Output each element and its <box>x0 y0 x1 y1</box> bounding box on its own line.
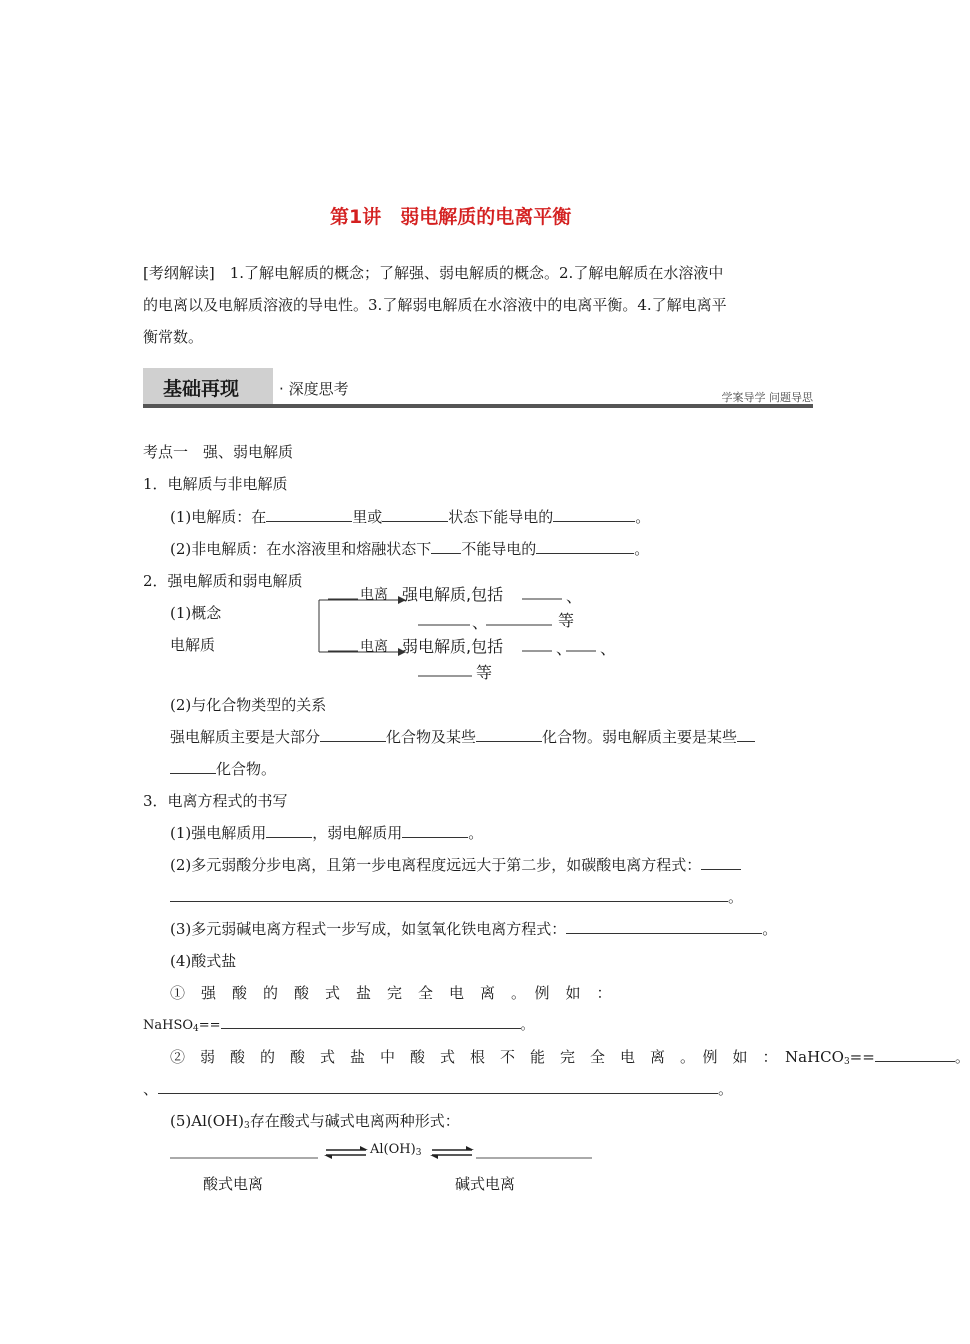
eq-arrow-head <box>466 1146 474 1150</box>
text: 。 <box>468 824 484 842</box>
acid-ionization-label: 酸式电离 <box>203 1175 264 1193</box>
blank[interactable] <box>536 539 634 554</box>
eq-arrow-head <box>430 1155 438 1159</box>
section-banner <box>143 368 813 408</box>
eq-line-4b2 <box>143 1078 733 1100</box>
blank[interactable] <box>701 855 741 870</box>
blank[interactable] <box>320 727 386 742</box>
aloh3-center <box>370 1142 421 1158</box>
text: 。 <box>762 920 778 938</box>
banner-main-text: 基础再现 <box>163 378 240 400</box>
banner-right-text: 学案导学 问题导思 <box>721 391 813 404</box>
blank[interactable] <box>875 1047 955 1062</box>
eq-line-4a2 <box>143 1014 534 1040</box>
diagram-deng-weak: 等 <box>476 663 493 682</box>
blank[interactable] <box>158 1079 718 1094</box>
banner-dot: · <box>279 380 284 398</box>
blank[interactable] <box>553 507 635 522</box>
text: (3)多元弱碱电离方程式一步写成，如氢氧化铁电离方程式： <box>170 920 567 938</box>
eq-arrow-head <box>360 1146 368 1150</box>
eq-line-5 <box>170 1110 460 1137</box>
line-electrolyte-def <box>170 506 650 528</box>
diagram-weak-text: 弱电解质,包括 <box>402 637 504 656</box>
blank[interactable] <box>431 539 461 554</box>
text: 状态下能导电的 <box>448 508 554 526</box>
eq-line-3 <box>170 918 777 940</box>
banner-sub-label: 深度思考 <box>288 380 349 398</box>
text: 化合物。弱电解质主要是某些 <box>542 728 738 746</box>
text: ，弱电解质用 <box>312 824 403 842</box>
text: 强电解质主要是大部分 <box>170 728 321 746</box>
blank[interactable] <box>566 919 762 934</box>
blank[interactable] <box>476 727 542 742</box>
line-nonelectrolyte-def <box>170 538 649 560</box>
text: 。 <box>954 1048 970 1066</box>
text: (1)电解质：在 <box>170 508 267 526</box>
blank[interactable] <box>402 823 468 838</box>
eq-line-1 <box>170 822 483 844</box>
text: 。 <box>635 508 651 526</box>
intro-line-3: 衡常数。 <box>143 328 204 346</box>
base-ionization-label: 碱式电离 <box>455 1175 516 1193</box>
blank[interactable] <box>737 727 755 742</box>
diagram-sep: 、 <box>556 639 573 658</box>
eq-line-4a: ① 强 酸 的 酸 式 盐 完 全 电 离 。 例 如 ： <box>170 984 613 1002</box>
banner-rule <box>143 404 813 408</box>
text: 不能导电的 <box>461 540 537 558</box>
text: ② 弱 酸 的 酸 式 盐 中 酸 式 根 不 能 完 全 电 离 。 例 如 ： NaHCO <box>170 1048 844 1066</box>
text: NaHSO <box>143 1018 194 1033</box>
subscript: 3 <box>243 1121 250 1131</box>
eq-line-2 <box>170 854 741 876</box>
diagram-sep: 、 <box>472 613 489 632</box>
heading-3: 3．电离方程式的书写 <box>143 792 288 810</box>
text: 存在酸式与碱式电离两种形式： <box>249 1112 460 1130</box>
electrolyte-label: 电解质 <box>170 636 216 654</box>
blank[interactable] <box>221 1014 521 1029</box>
text: 。 <box>718 1080 734 1098</box>
blank[interactable] <box>382 507 448 522</box>
blank[interactable] <box>266 823 312 838</box>
intro-line-1: [考纲解读] 1.了解电解质的概念；了解强、弱电解质的概念。2.了解电解质在水溶液中 <box>143 264 724 282</box>
subscript: 4 <box>193 1024 199 1034</box>
text: (2)多元弱酸分步电离，且第一步电离程度远远大于第二步，如碳酸电离方程式： <box>170 856 702 874</box>
blank[interactable] <box>266 507 352 522</box>
relation-line-1 <box>170 726 755 748</box>
eq-line-4b <box>170 1046 970 1073</box>
eq-arrow-head <box>324 1155 332 1159</box>
diagram-sep: 、 <box>600 639 617 658</box>
intro-line-2: 的电离以及电解质溶液的导电性。3.了解弱电解质在水溶液中的电离平衡。4.了解电离平 <box>143 296 727 314</box>
relation-heading: (2)与化合物类型的关系 <box>170 696 327 714</box>
text: (2)非电解质：在水溶液里和熔融状态下 <box>170 540 432 558</box>
blank[interactable] <box>170 887 728 902</box>
banner-sub-text <box>279 378 349 399</box>
text: (1)强电解质用 <box>170 824 267 842</box>
diagram-ionize-weak: 电离 <box>360 639 388 655</box>
text: 化合物。 <box>216 760 277 778</box>
page-title: 第1讲 弱电解质的电离平衡 <box>330 206 572 228</box>
text: 化合物及某些 <box>386 728 477 746</box>
diagram-strong-text: 强电解质,包括 <box>402 585 504 604</box>
subscript: 3 <box>415 1148 422 1158</box>
kaodian-heading: 考点一 强、弱电解质 <box>143 443 294 461</box>
relation-line-2 <box>170 758 276 780</box>
text: 。 <box>634 540 650 558</box>
text: 。 <box>728 888 744 906</box>
heading-2: 2．强电解质和弱电解质 <box>143 572 303 590</box>
blank[interactable] <box>170 759 216 774</box>
text: == <box>849 1048 875 1066</box>
text: Al(OH) <box>370 1142 416 1157</box>
diagram-deng-strong: 等 <box>558 611 575 630</box>
eq-line-4: (4)酸式盐 <box>170 952 237 970</box>
text: 里或 <box>352 508 383 526</box>
concept-label: (1)概念 <box>170 604 222 622</box>
subscript: 3 <box>843 1057 850 1067</box>
text: 、 <box>143 1080 159 1098</box>
text: == <box>198 1018 221 1033</box>
text: 。 <box>520 1018 534 1033</box>
diagram-sep: 、 <box>566 587 583 606</box>
diagram-ionize-strong: 电离 <box>360 587 388 603</box>
heading-1: 1．电解质与非电解质 <box>143 475 288 493</box>
eq-line-2b <box>170 886 743 908</box>
text: (5)Al(OH) <box>170 1112 244 1130</box>
